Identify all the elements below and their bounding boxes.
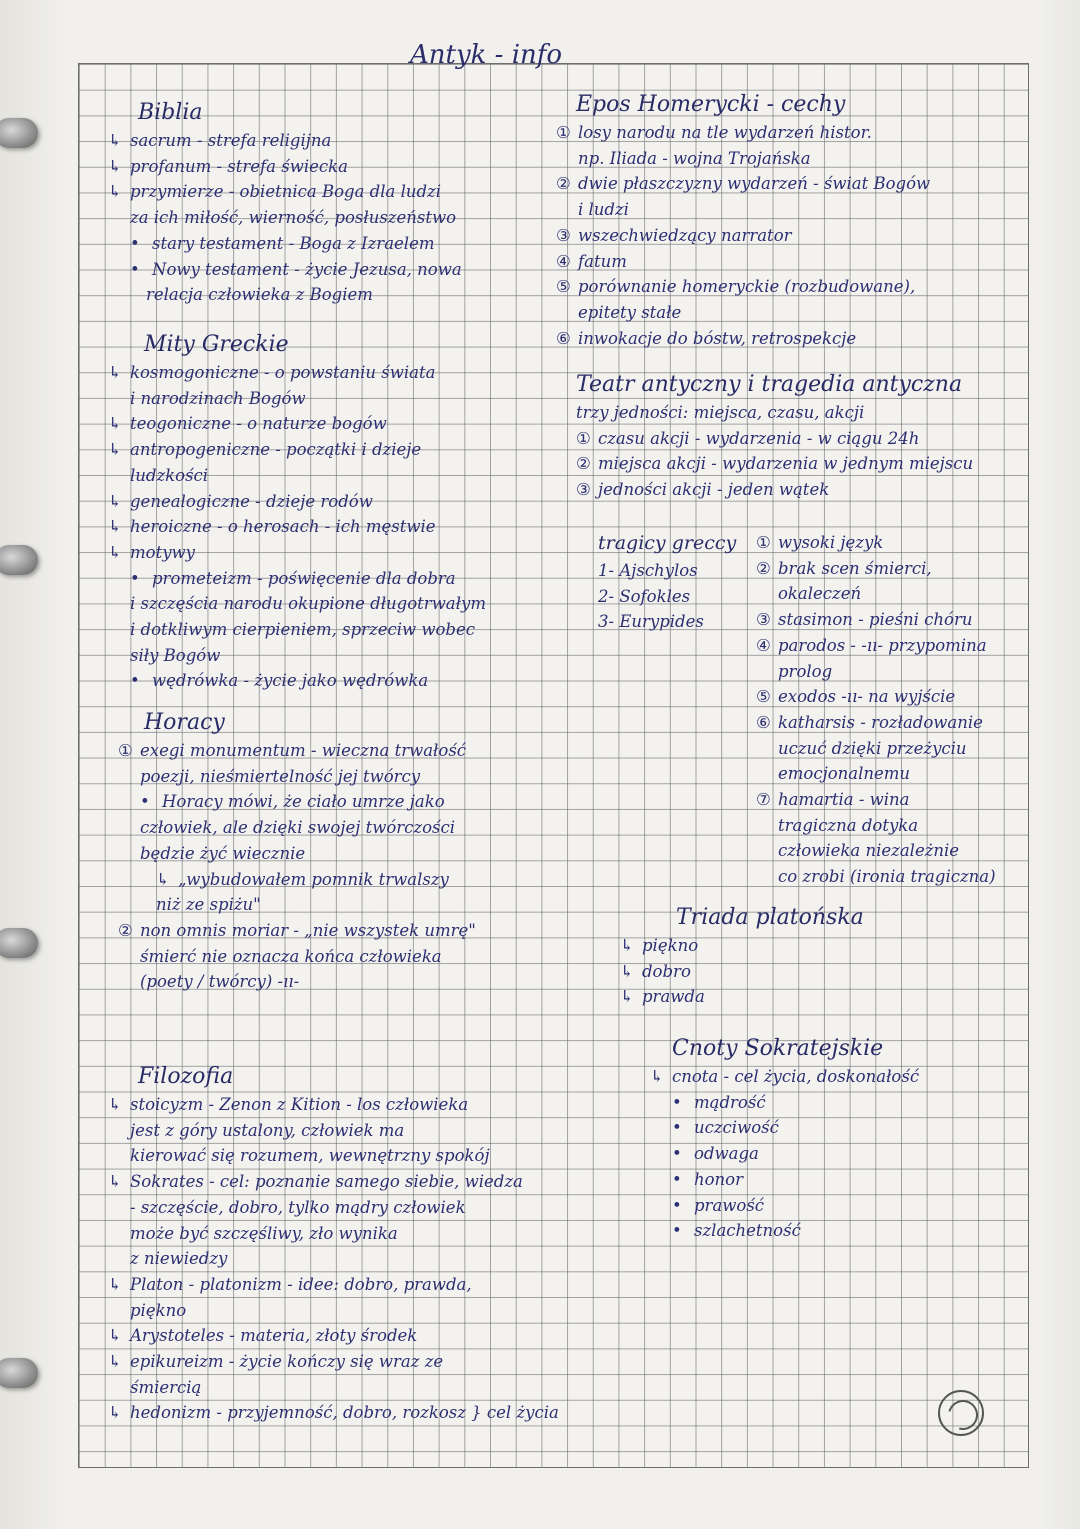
bullet-marker: ↳ — [650, 1067, 664, 1086]
note-line — [598, 609, 736, 635]
note-text: cnota - cel życia, doskonałość — [672, 1067, 920, 1086]
note-text: i ludzi — [578, 200, 629, 220]
note-text: stasimon - pieśni chóru — [778, 610, 973, 630]
note-line — [118, 789, 476, 815]
note-line — [118, 738, 476, 764]
note-line — [108, 463, 486, 489]
note-line — [756, 581, 996, 607]
note-line — [756, 838, 996, 864]
bullet-marker: ↳ — [156, 869, 170, 889]
note-line — [108, 643, 486, 669]
note-lines — [108, 360, 486, 694]
note-line — [756, 659, 996, 685]
note-line — [118, 764, 476, 790]
binder-ring-icon — [0, 118, 38, 148]
note-text: losy narodu na tle wydarzeń histor. — [578, 123, 872, 142]
note-text: poezji, nieśmiertelność jej twórcy — [140, 766, 421, 786]
section-biblia — [108, 100, 462, 308]
note-line — [108, 154, 462, 180]
bullet-marker: ↳ — [108, 440, 122, 460]
note-line — [620, 984, 864, 1010]
note-text: może być szczęśliwy, zło wynika — [130, 1223, 398, 1243]
note-text: stoicyzm - Zenon z Kition - los człowieka — [130, 1095, 469, 1114]
note-text: szlachetność — [694, 1221, 801, 1241]
note-lines — [108, 128, 462, 308]
section-heading: Mity Greckie — [144, 332, 289, 357]
note-line — [108, 282, 462, 308]
bullet-marker: ⑤ — [756, 687, 771, 707]
bullet-marker: ① — [118, 741, 133, 760]
bullet-marker: ↳ — [620, 987, 634, 1007]
note-text: Nowy testament - życie Jezusa, nowa — [152, 259, 462, 279]
note-line — [556, 300, 930, 326]
note-line — [650, 1193, 919, 1219]
note-line — [118, 918, 476, 944]
note-line — [576, 400, 973, 426]
note-line — [650, 1090, 919, 1116]
section-heading: Cnoty Sokratejskie — [672, 1036, 884, 1061]
note-line — [108, 1221, 559, 1247]
note-text: stary testament - Boga z Izraelem — [152, 233, 435, 253]
note-text: „wybudowałem pomnik trwalszy — [178, 869, 449, 889]
note-text: jest z góry ustalony, człowiek ma — [130, 1120, 405, 1140]
note-line — [108, 128, 462, 154]
note-line — [118, 867, 476, 893]
section-epos-homerycki — [556, 92, 930, 351]
binder-ring-icon — [0, 1358, 38, 1388]
note-text: miejsca akcji - wydarzenia w jednym miejscu — [598, 454, 974, 474]
page-title: Antyk - info — [410, 40, 563, 70]
bullet-marker: ① — [576, 428, 591, 448]
note-text: i dotkliwym cierpieniem, sprzeciw wobec — [130, 620, 476, 640]
bullet-marker: • — [130, 671, 140, 691]
note-line — [118, 892, 476, 918]
bullet-marker: ⑥ — [756, 712, 771, 732]
note-text: non omnis moriar - „nie wszystek umrę" — [140, 920, 476, 940]
note-line — [108, 1092, 559, 1118]
note-line — [576, 426, 973, 452]
bullet-marker: ↳ — [108, 1403, 122, 1423]
bullet-marker: ⑥ — [556, 328, 571, 348]
note-text: mądrość — [694, 1092, 766, 1112]
note-line — [620, 959, 864, 985]
note-text: śmierć nie oznacza końca człowieka — [140, 946, 442, 966]
note-text: exegi monumentum - wieczna trwałość — [140, 741, 467, 760]
note-text: uczuć dzięki przeżyciu — [778, 738, 967, 758]
note-text: uczciwość — [694, 1118, 779, 1138]
note-text: wędrówka - życie jako wędrówka — [152, 671, 429, 691]
note-text: genealogiczne - dzieje rodów — [130, 491, 373, 511]
note-lines — [118, 738, 476, 995]
note-line — [556, 171, 930, 197]
section-heading: Epos Homerycki - cechy — [576, 92, 846, 117]
bullet-marker: ↳ — [108, 182, 122, 202]
bullet-marker: ↳ — [108, 1274, 122, 1294]
bullet-marker: ① — [556, 123, 571, 142]
section-heading: Horacy — [144, 710, 225, 735]
note-text: motywy — [130, 542, 195, 562]
note-lines — [108, 1092, 559, 1426]
note-line — [556, 274, 930, 300]
note-line — [108, 1400, 559, 1426]
note-line — [556, 197, 930, 223]
bullet-marker: ② — [556, 174, 571, 194]
section-heading: Teatr antyczny i tragedia antyczna — [576, 372, 963, 397]
note-text: prolog — [778, 661, 833, 681]
bullet-marker: ↳ — [108, 517, 122, 537]
note-text: kosmogoniczne - o powstaniu świata — [130, 363, 436, 382]
note-text: emocjonalnemu — [778, 764, 911, 784]
note-text: porównanie homeryckie (rozbudowane), — [578, 277, 916, 297]
note-text: Platon - platonizm - idee: dobro, prawda, — [130, 1274, 472, 1294]
note-text: inwokacje do bóstw, retrospekcje — [578, 328, 857, 348]
note-text: antropogeniczne - początki i dzieje — [130, 440, 422, 460]
note-line — [108, 1298, 559, 1324]
note-text: dwie płaszczyzny wydarzeń - świat Bogów — [578, 174, 931, 194]
bullet-marker: ↳ — [108, 363, 122, 382]
bullet-marker: • — [130, 259, 140, 279]
note-line — [108, 514, 486, 540]
note-line — [108, 1169, 559, 1195]
bullet-marker: • — [672, 1092, 682, 1112]
note-line — [650, 1141, 919, 1167]
note-line — [118, 969, 476, 995]
section-cechy-tragedii — [756, 530, 996, 890]
section-tragicy-greccy — [598, 530, 736, 635]
section-heading: Filozofia — [138, 1064, 234, 1089]
note-line — [108, 231, 462, 257]
note-line — [108, 668, 486, 694]
note-line — [108, 1375, 559, 1401]
note-text: siły Bogów — [130, 645, 221, 665]
bullet-marker: • — [130, 568, 140, 588]
note-text: exodos -ıı- na wyjście — [778, 687, 956, 707]
note-line — [650, 1064, 919, 1090]
bullet-marker: ⑦ — [756, 790, 771, 810]
bullet-marker: ↳ — [108, 156, 122, 176]
note-text: okaleczeń — [778, 584, 862, 604]
note-text: odwaga — [694, 1144, 759, 1164]
bullet-marker: ↳ — [108, 414, 122, 434]
note-line — [108, 179, 462, 205]
note-text: piękno — [642, 936, 699, 955]
note-text: dobro — [642, 961, 691, 981]
note-line — [108, 411, 486, 437]
bullet-marker: • — [672, 1118, 682, 1138]
note-text: hamartia - wina — [778, 790, 910, 810]
binder-ring-icon — [0, 928, 38, 958]
bullet-marker: • — [672, 1144, 682, 1164]
note-text: przymierze - obietnica Boga dla ludzi — [130, 182, 442, 202]
bullet-marker: ① — [756, 533, 771, 552]
note-text: (poety / twórcy) -ıı- — [140, 972, 300, 992]
bullet-marker: ↳ — [108, 1172, 122, 1192]
note-lines — [576, 400, 973, 503]
note-line — [118, 944, 476, 970]
note-text: trzy jedności: miejsca, czasu, akcji — [576, 403, 865, 422]
bullet-marker: ③ — [756, 610, 771, 630]
note-line — [108, 386, 486, 412]
note-line — [756, 813, 996, 839]
note-text: fatum — [578, 251, 627, 271]
note-lines — [756, 530, 996, 890]
note-text: prawda — [642, 987, 705, 1007]
note-line — [598, 558, 736, 584]
bullet-marker: ② — [576, 454, 591, 474]
note-line — [756, 530, 996, 556]
note-line — [108, 591, 486, 617]
note-line — [108, 1118, 559, 1144]
section-cnoty-sokratejskie — [650, 1036, 919, 1244]
note-line — [108, 257, 462, 283]
note-line — [756, 684, 996, 710]
bullet-marker: ② — [118, 920, 133, 940]
note-text: epitety stałe — [578, 302, 682, 322]
note-line — [620, 933, 864, 959]
note-line — [650, 1115, 919, 1141]
bullet-marker: ④ — [756, 635, 771, 655]
note-text: prometeizm - poświęcenie dla dobra — [152, 568, 456, 588]
note-text: - szczęście, dobro, tylko mądry człowiek — [130, 1197, 466, 1217]
note-line — [650, 1167, 919, 1193]
bullet-marker: • — [672, 1195, 682, 1215]
bullet-marker: ↳ — [620, 961, 634, 981]
bullet-marker: ↳ — [108, 1326, 122, 1346]
note-line — [108, 1246, 559, 1272]
note-line — [108, 566, 486, 592]
note-line — [576, 477, 973, 503]
bullet-marker: ⑤ — [556, 277, 571, 297]
note-text: człowieka niezależnie — [778, 841, 960, 861]
note-text: kierować się rozumem, wewnętrzny spokój — [130, 1146, 490, 1166]
note-text: niż ze spiżu" — [156, 895, 261, 915]
note-lines — [620, 933, 864, 1010]
note-lines — [598, 558, 736, 635]
note-line — [108, 540, 486, 566]
bullet-marker: ↳ — [108, 1352, 122, 1372]
note-line — [108, 617, 486, 643]
note-text: ludzkości — [130, 465, 209, 485]
bullet-marker: ↳ — [620, 936, 634, 955]
note-text: Sokrates - cel: poznanie samego siebie, wiedza — [130, 1172, 523, 1192]
section-triada-platonska — [620, 905, 864, 1010]
note-text: jedności akcji - jeden wątek — [598, 480, 830, 500]
note-line — [108, 1143, 559, 1169]
note-line — [556, 223, 930, 249]
note-lines — [556, 120, 930, 351]
note-line — [108, 489, 486, 515]
note-line — [756, 607, 996, 633]
bullet-marker: ③ — [556, 225, 571, 245]
note-line — [556, 249, 930, 275]
section-horacy — [118, 710, 476, 995]
note-text: honor — [694, 1169, 744, 1189]
note-text: tragiczna dotyka — [778, 815, 919, 835]
note-text: 2- Sofokles — [598, 586, 691, 606]
note-line — [650, 1218, 919, 1244]
note-text: hedonizm - przyjemność, dobro, rozkosz } cel życia — [130, 1403, 559, 1423]
note-line — [756, 761, 996, 787]
note-text: piękno — [130, 1300, 187, 1320]
note-text: czasu akcji - wydarzenia - w ciągu 24h — [598, 428, 920, 448]
bullet-marker: ④ — [556, 251, 571, 271]
note-text: za ich miłość, wierność, posłuszeństwo — [130, 208, 457, 228]
note-line — [598, 584, 736, 610]
note-text: z niewiedzy — [130, 1249, 228, 1269]
note-text: brak scen śmierci, — [778, 558, 932, 578]
note-text: parodos - -ıı- przypomina — [778, 635, 987, 655]
section-filozofia — [108, 1064, 559, 1426]
note-line — [108, 1195, 559, 1221]
note-text: katharsis - rozładowanie — [778, 712, 983, 732]
bullet-marker: ↳ — [108, 1095, 122, 1114]
section-mity-greckie — [108, 332, 486, 694]
note-line — [118, 815, 476, 841]
note-text: Horacy mówi, że ciało umrze jako — [162, 792, 445, 812]
note-line — [756, 556, 996, 582]
note-text: 1- Ajschylos — [598, 561, 698, 580]
note-text: heroiczne - o herosach - ich męstwie — [130, 517, 436, 537]
note-line — [556, 146, 930, 172]
bullet-marker: • — [140, 792, 150, 812]
note-text: relacja człowieka z Bogiem — [146, 285, 373, 305]
note-line — [108, 205, 462, 231]
note-line — [118, 841, 476, 867]
note-text: co zrobi (ironia tragiczna) — [778, 867, 996, 887]
note-text: prawość — [694, 1195, 765, 1215]
note-text: profanum - strefa świecka — [130, 156, 348, 176]
note-text: epikureizm - życie kończy się wraz ze — [130, 1352, 444, 1372]
note-text: sacrum - strefa religijna — [130, 131, 332, 150]
note-text: teogoniczne - o naturze bogów — [130, 414, 387, 434]
bullet-marker: • — [130, 233, 140, 253]
note-line — [108, 1272, 559, 1298]
binder-ring-icon — [0, 545, 38, 575]
note-text: i narodzinach Bogów — [130, 388, 306, 408]
note-text: np. Iliada - wojna Trojańska — [578, 148, 811, 168]
note-line — [556, 120, 930, 146]
note-line — [756, 864, 996, 890]
note-line — [108, 360, 486, 386]
section-heading: Triada platońska — [676, 905, 864, 930]
bullet-marker: • — [672, 1221, 682, 1241]
bullet-marker: ↳ — [108, 491, 122, 511]
section-teatr-antyczny — [576, 372, 973, 503]
section-heading: tragicy greccy — [598, 532, 737, 554]
note-line — [108, 1323, 559, 1349]
note-text: wszechwiedzący narrator — [578, 225, 792, 245]
note-text: człowiek, ale dzięki swojej twórczości — [140, 818, 456, 838]
bullet-marker: ↳ — [108, 542, 122, 562]
bullet-marker: • — [672, 1169, 682, 1189]
note-line — [756, 736, 996, 762]
note-text: i szczęścia narodu okupione długotrwałym — [130, 594, 486, 614]
note-text: Arystoteles - materia, złoty środek — [130, 1326, 418, 1346]
note-line — [576, 451, 973, 477]
bullet-marker: ③ — [576, 480, 591, 500]
note-line — [756, 633, 996, 659]
note-text: 3- Eurypides — [598, 612, 704, 632]
globe-logo-icon — [938, 1390, 984, 1436]
note-line — [108, 1349, 559, 1375]
bullet-marker: ② — [756, 558, 771, 578]
note-text: będzie żyć wiecznie — [140, 843, 306, 863]
note-text: śmiercią — [130, 1377, 202, 1397]
bullet-marker: ↳ — [108, 131, 122, 150]
note-text: wysoki język — [778, 533, 884, 552]
note-line — [756, 787, 996, 813]
note-line — [556, 326, 930, 352]
section-heading: Biblia — [138, 100, 203, 125]
note-line — [108, 437, 486, 463]
note-lines — [650, 1064, 919, 1244]
note-line — [756, 710, 996, 736]
